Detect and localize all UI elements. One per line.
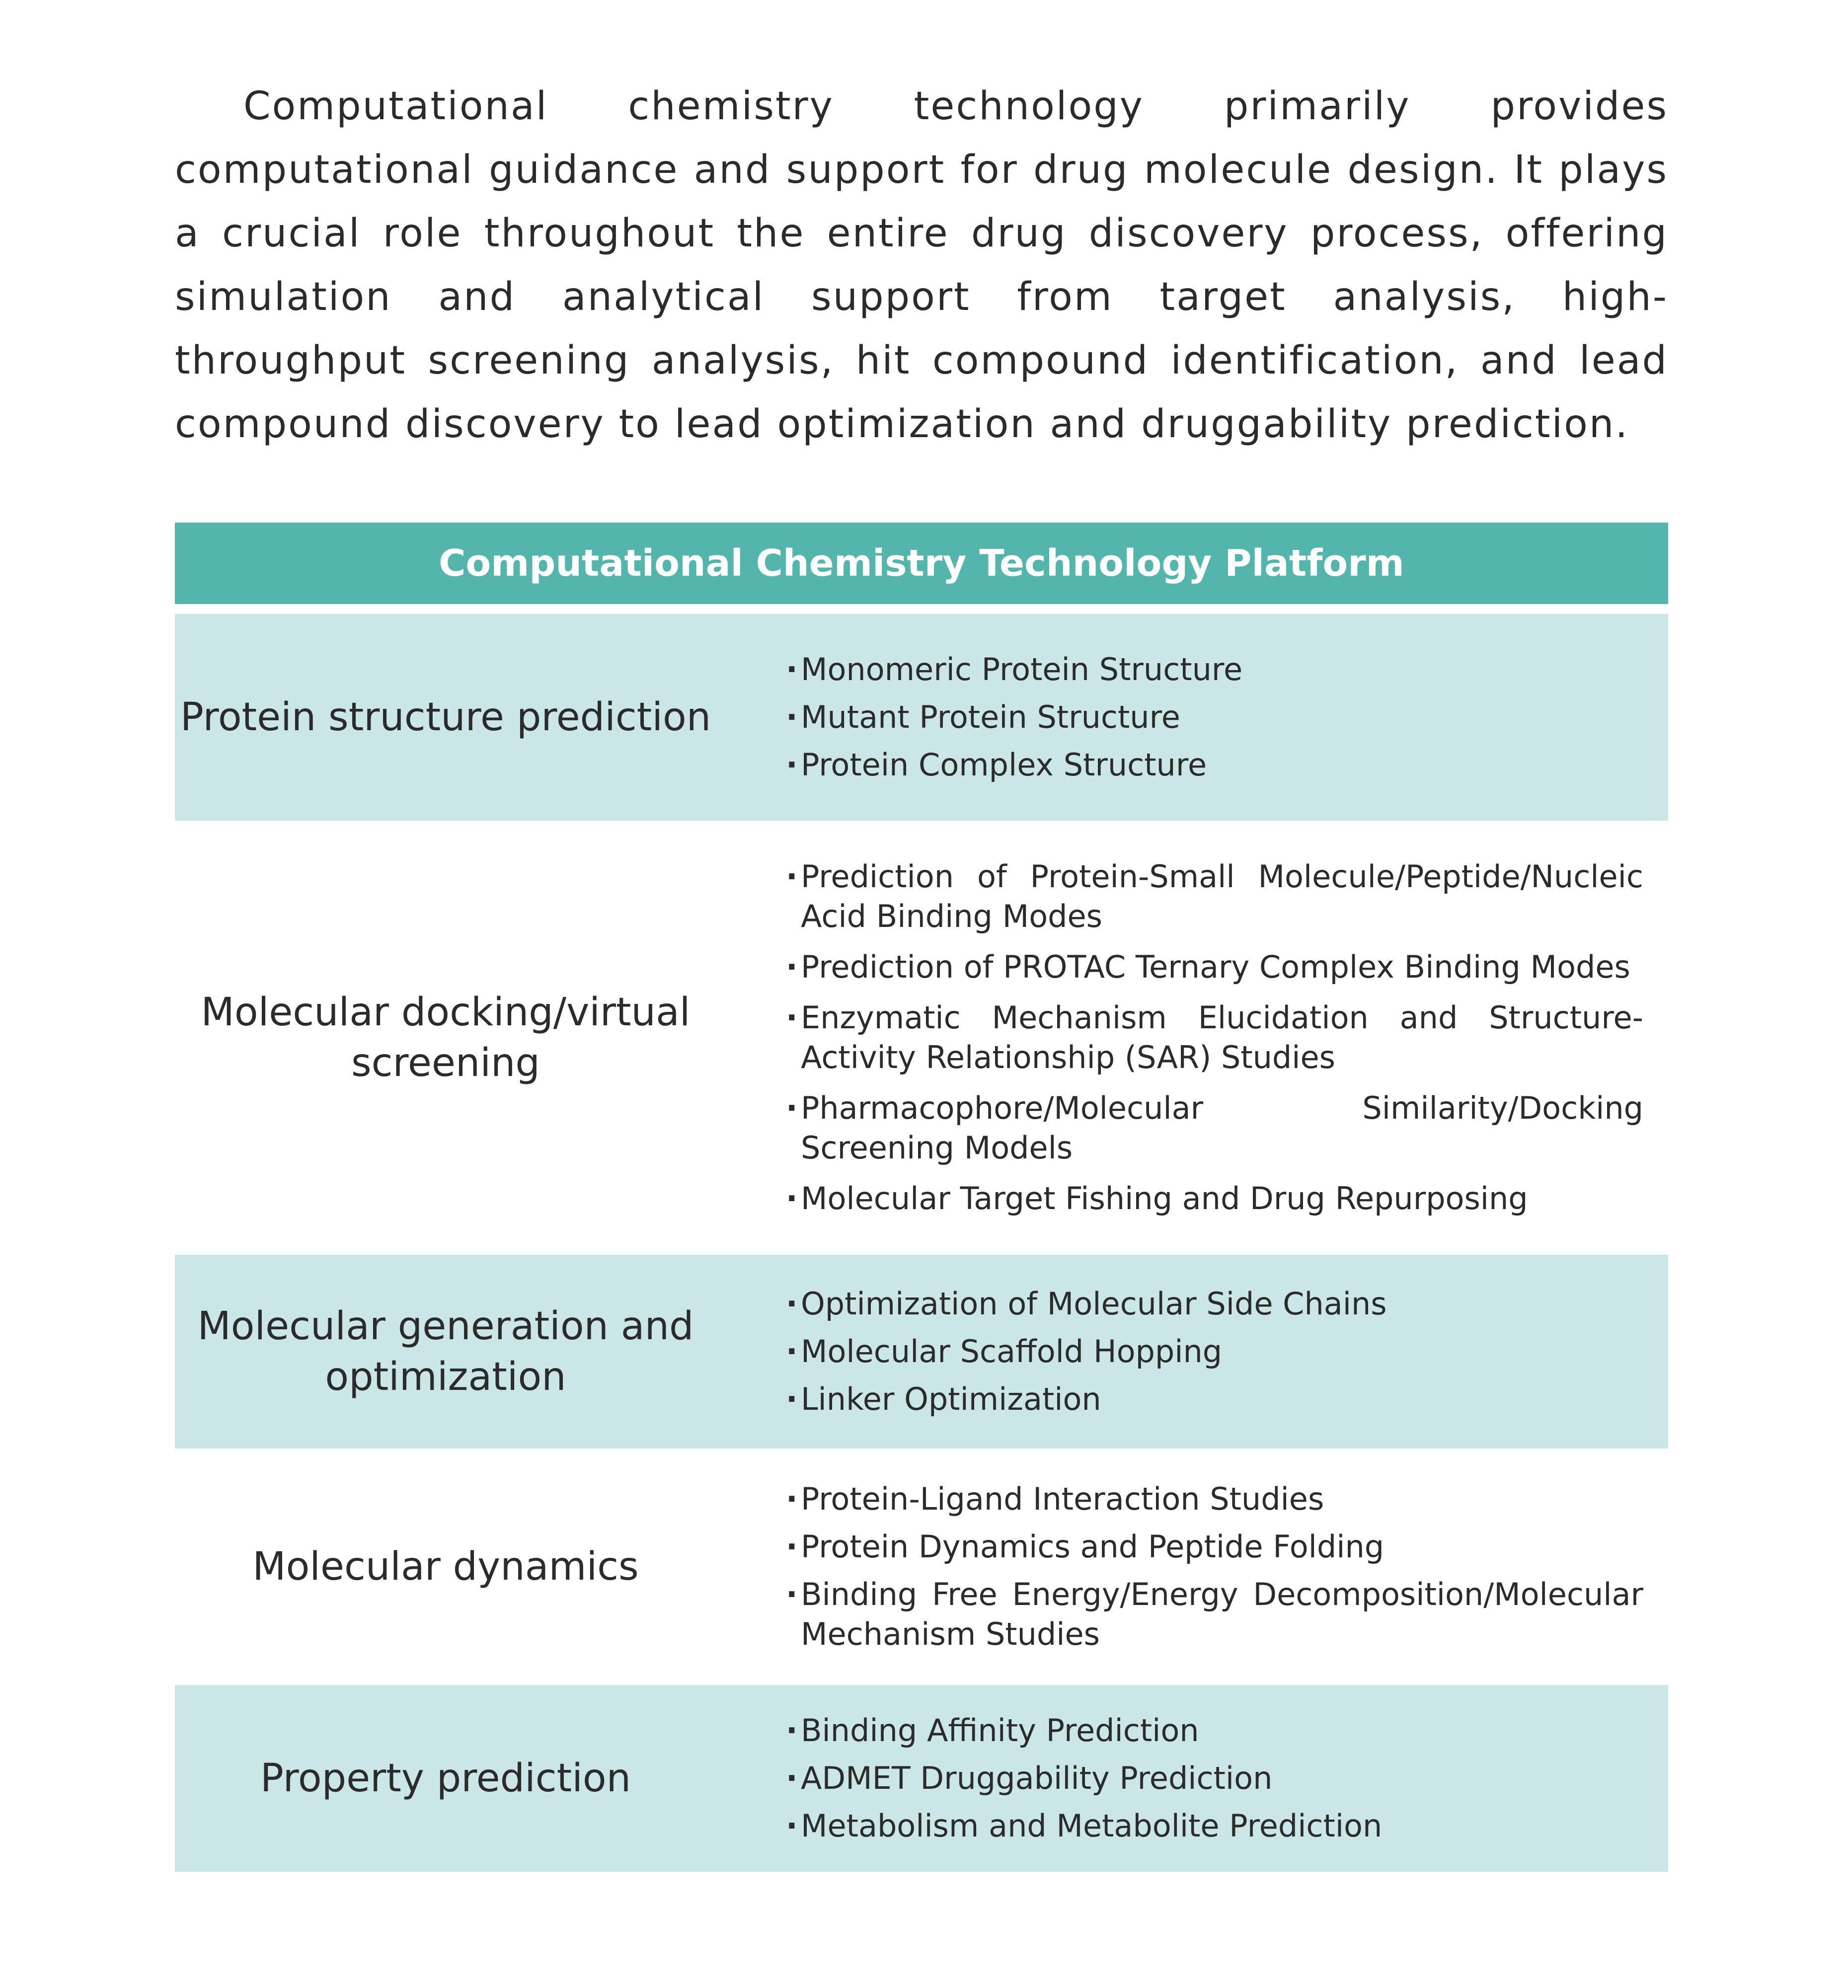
table-row xyxy=(175,1685,1668,1872)
intro-paragraph: Computational chemistry technology primarily provides computational guidance and support for drug molecule design. It plays a crucial role throughout the entire drug discovery process, offering simulation and analytical support from target analysis, high-throughput screening analysis, hit compound identification, and lead compound discovery to lead optimization and druggability prediction. xyxy=(175,84,1668,447)
table-title: Computational Chemistry Technology Platform xyxy=(439,542,1404,585)
list-item: · Protein Complex Structure xyxy=(786,745,1643,785)
row-label: Property prediction xyxy=(260,1756,631,1801)
row-item-list xyxy=(716,1703,1668,1854)
platform-table xyxy=(175,523,1668,1872)
table-row xyxy=(175,1255,1668,1449)
row-item-list xyxy=(716,642,1668,793)
row-label: Molecular dynamics xyxy=(252,1544,639,1589)
table-row xyxy=(175,614,1668,821)
row-label: Protein structure prediction xyxy=(180,695,711,740)
list-item: · Enzymatic Mechanism Elucidation and Structure-Activity Relationship (SAR) Studies xyxy=(786,998,1643,1077)
list-item: · Monomeric Protein Structure xyxy=(786,650,1643,689)
list-item: · Binding Affinity Prediction xyxy=(786,1711,1643,1751)
list-item: · Protein Dynamics and Peptide Folding xyxy=(786,1527,1643,1567)
list-item: · Linker Optimization xyxy=(786,1379,1643,1419)
list-item: · Molecular Scaffold Hopping xyxy=(786,1332,1643,1372)
list-item: · Prediction of PROTAC Ternary Complex Binding Modes xyxy=(786,947,1643,987)
list-item: · ADMET Druggability Prediction xyxy=(786,1759,1643,1798)
list-item: · Pharmacophore/Molecular Similarity/Docking Screening Models xyxy=(786,1088,1643,1168)
list-item: · Mutant Protein Structure xyxy=(786,697,1643,737)
row-label: Molecular docking/virtual screening xyxy=(201,990,691,1085)
list-item: · Optimization of Molecular Side Chains xyxy=(786,1284,1643,1324)
row-label: Molecular generation and optimization xyxy=(197,1304,694,1399)
list-item: · Metabolism and Metabolite Prediction xyxy=(786,1806,1643,1846)
table-row xyxy=(175,821,1668,1255)
list-item: · Molecular Target Fishing and Drug Repurposing xyxy=(786,1179,1643,1219)
list-item: · Binding Free Energy/Energy Decomposition/Molecular Mechanism Studies xyxy=(786,1575,1643,1654)
row-item-list xyxy=(716,1471,1668,1662)
table-header xyxy=(175,523,1668,604)
list-item: · Prediction of Protein-Small Molecule/Peptide/Nucleic Acid Binding Modes xyxy=(786,857,1643,936)
row-item-list xyxy=(716,846,1668,1229)
list-item: · Protein-Ligand Interaction Studies xyxy=(786,1479,1643,1519)
row-item-list xyxy=(716,1276,1668,1427)
table-row xyxy=(175,1449,1668,1685)
